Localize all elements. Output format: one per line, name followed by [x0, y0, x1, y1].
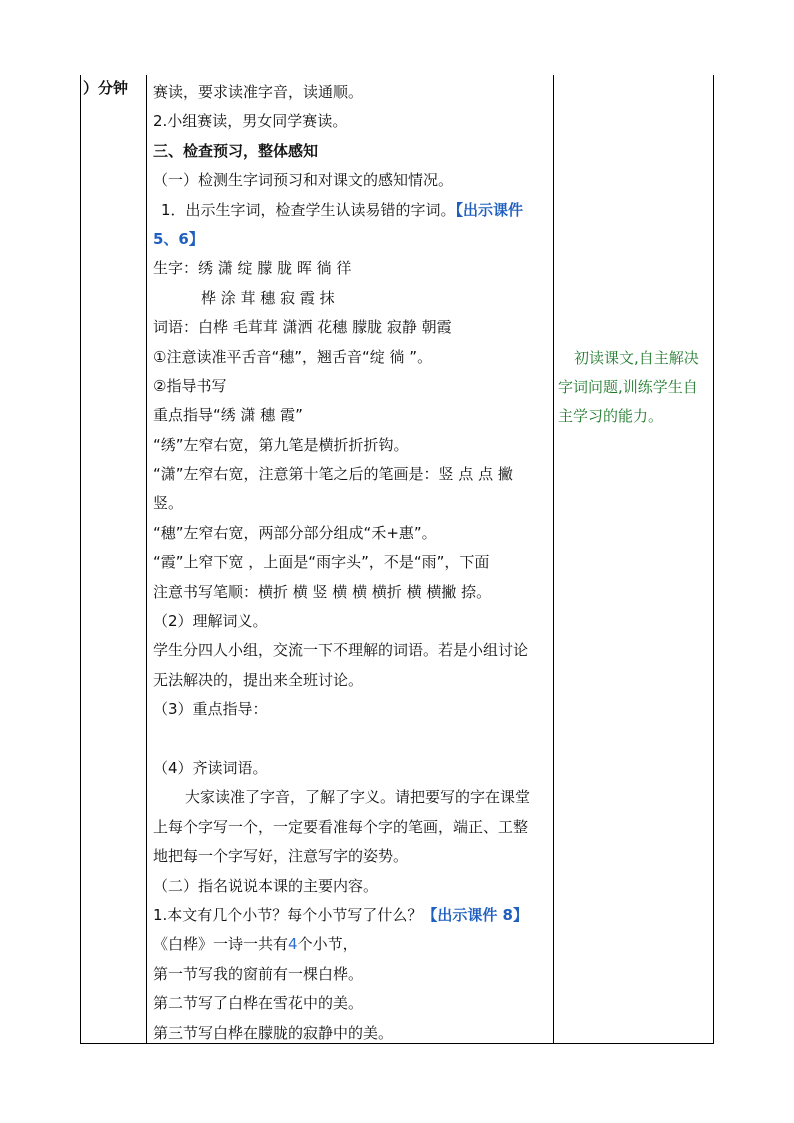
text-line: “潇”左窄右宽，注意第十笔之后的笔画是：竖 点 点 撇 — [153, 465, 513, 484]
text-line: 地把每一个字写好，注意写字的姿势。 — [153, 847, 409, 866]
text-line: 上每个字写一个，一定要看准每个字的笔画，端正、工整 — [153, 817, 529, 836]
text-line: ①注意读准平舌音“穗”，翘舌音“绽 徜 ”。 — [153, 347, 433, 366]
text-line: 第二节写了白桦在雪花中的美。 — [153, 994, 364, 1013]
text-line: 重点指导“绣 潇 穗 霞” — [153, 406, 303, 425]
text-line: “绣”左窄右宽，第九笔是横折折折钩。 — [153, 435, 409, 454]
design-intent-cell — [558, 344, 714, 431]
courseware-tag: 【出示课件 8】 — [422, 905, 528, 924]
text-line — [153, 901, 553, 930]
intent-line: 字词问题,训练学生自 — [558, 378, 698, 396]
text-line: 大家读准了字音，了解了字义。请把要写的字在课堂 — [185, 788, 531, 807]
intent-line: 初读课文,自主解决 — [574, 349, 699, 367]
text-line: ②指导书写 — [153, 376, 227, 395]
line-text: 1．出示生字词，检查学生认读易错的字词。 — [161, 200, 456, 219]
line-text: 1.本文有几个小节？每个小节写了什么？ — [153, 905, 423, 924]
courseware-tag: 5、6】 — [153, 229, 204, 248]
text-line: 词语：白桦 毛茸茸 潇洒 花穗 朦胧 寂静 朝霞 — [153, 318, 452, 337]
text-line: 生字：绣 潇 绽 朦 胧 晖 徜 徉 — [153, 259, 352, 278]
table-border-left — [80, 75, 81, 1044]
line-text: 《白桦》一诗一共有 — [153, 935, 289, 954]
text-line: 赛读，要求读准字音，读通顺。 — [153, 83, 364, 101]
stanza-count: 4 — [288, 935, 298, 954]
text-line — [153, 196, 553, 225]
section-heading: 三、检查预习，整体感知 — [153, 141, 319, 160]
text-line: “穗”左窄右宽，两部分部分组成“禾+惠”。 — [153, 523, 437, 542]
blank-line — [153, 725, 553, 754]
text-line: 注意书写笔顺：横折 横 竖 横 横 横折 横 横撇 捺。 — [153, 582, 492, 601]
table-divider-2 — [553, 75, 554, 1044]
time-cell-text: ）分钟 — [83, 79, 129, 97]
text-line: （一）检测生字词预习和对课文的感知情况。 — [153, 171, 454, 190]
text-line: 学生分四人小组，交流一下不理解的词语。若是小组讨论 — [153, 641, 529, 660]
text-line: 2.小组赛读，男女同学赛读。 — [153, 112, 348, 131]
content-cell — [153, 78, 553, 1048]
courseware-tag: 【出示课件 — [455, 200, 524, 219]
line-text: 个小节， — [297, 935, 358, 954]
text-line: 第三节写白桦在朦胧的寂静中的美。 — [153, 1023, 394, 1042]
text-line — [153, 930, 553, 959]
text-line: 第一节写我的窗前有一棵白桦。 — [153, 964, 364, 983]
time-cell — [83, 77, 145, 98]
text-line: （4）齐读词语。 — [153, 758, 268, 777]
table-divider-1 — [146, 75, 147, 1044]
text-line: “霞”上窄下宽 ，上面是“雨字头”，不是“雨”，下面 — [153, 553, 490, 572]
text-line: （3）重点指导： — [153, 700, 268, 719]
text-line: 桦 涂 茸 穗 寂 霞 抹 — [201, 288, 335, 307]
intent-line: 主学习的能力。 — [558, 407, 664, 425]
text-line: 竖。 — [153, 494, 184, 513]
table-border-right — [713, 75, 714, 1044]
text-line: 无法解决的，提出来全班讨论。 — [153, 670, 364, 689]
text-line: （二）指名说说本课的主要内容。 — [153, 876, 379, 895]
text-line: （2）理解词义。 — [153, 612, 268, 631]
